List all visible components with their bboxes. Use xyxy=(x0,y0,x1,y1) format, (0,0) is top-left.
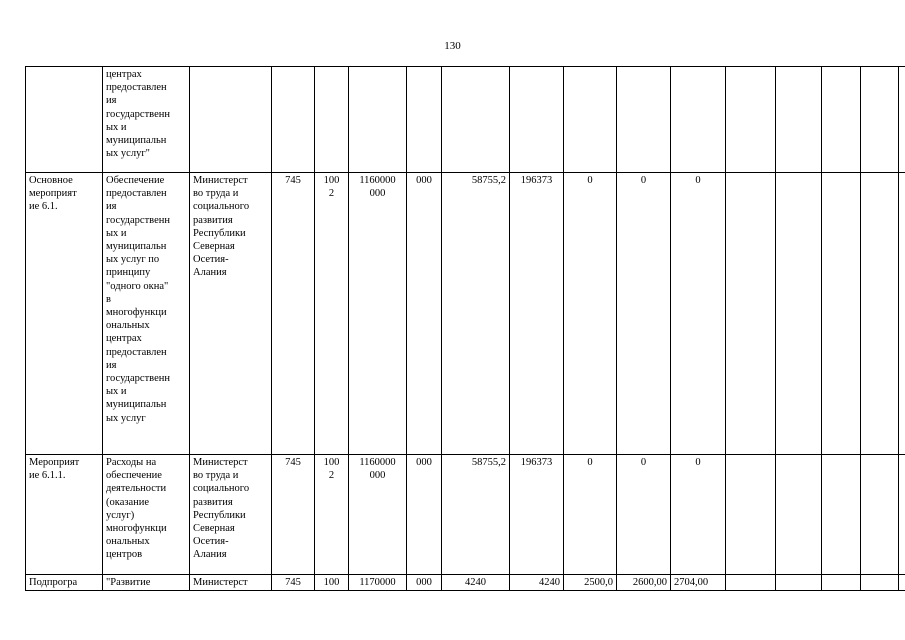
cell-rzpr xyxy=(315,67,349,173)
cell-code xyxy=(26,67,103,173)
cell-value xyxy=(822,173,861,455)
cell-value xyxy=(776,173,822,455)
cell-csr: 1160000 000 xyxy=(349,455,407,575)
cell-value xyxy=(776,575,822,591)
cell-executor: Министерст xyxy=(190,575,272,591)
cell-value xyxy=(861,67,899,173)
cell-value: 196373 xyxy=(510,173,564,455)
cell-value xyxy=(510,67,564,173)
cell-value: 0 xyxy=(617,455,671,575)
cell-value xyxy=(822,67,861,173)
cell-value xyxy=(776,455,822,575)
cell-value: 0 xyxy=(564,455,617,575)
cell-value: 0 xyxy=(671,455,726,575)
cell-value xyxy=(899,173,905,455)
cell-value xyxy=(776,67,822,173)
cell-value: 2704,00 xyxy=(671,575,726,591)
cell-value xyxy=(861,173,899,455)
cell-value: 2600,00 xyxy=(617,575,671,591)
cell-rzpr: 100 2 xyxy=(315,455,349,575)
cell-value xyxy=(822,455,861,575)
cell-code: Основное мероприят ие 6.1. xyxy=(26,173,103,455)
cell-value xyxy=(726,575,776,591)
cell-executor: Министерст во труда и социального развития Республики Северная Осетия- Алания xyxy=(190,455,272,575)
cell-vr: 000 xyxy=(407,575,442,591)
cell-name: Обеспечение предоставлен ия государственн ых и муниципальн ых услуг по принципу "одного окна" в многофункци ональных центрах предоставлен ия государственн ых и муниципальн ых услуг xyxy=(103,173,190,455)
cell-grbs: 745 xyxy=(272,455,315,575)
cell-value xyxy=(899,67,905,173)
cell-value xyxy=(861,575,899,591)
cell-value xyxy=(671,67,726,173)
cell-value xyxy=(726,67,776,173)
table-row xyxy=(26,173,905,455)
cell-value xyxy=(861,455,899,575)
cell-value xyxy=(617,67,671,173)
cell-rzpr: 100 xyxy=(315,575,349,591)
cell-grbs: 745 xyxy=(272,575,315,591)
cell-executor: Министерст во труда и социального развития Республики Северная Осетия- Алания xyxy=(190,173,272,455)
cell-value xyxy=(822,575,861,591)
cell-csr xyxy=(349,67,407,173)
cell-value: 4240 xyxy=(510,575,564,591)
cell-value: 0 xyxy=(617,173,671,455)
cell-name: центрах предоставлен ия государственн ых и муниципальн ых услуг" xyxy=(103,67,190,173)
cell-value xyxy=(442,67,510,173)
cell-value xyxy=(726,455,776,575)
cell-code: Подпрогра xyxy=(26,575,103,591)
page-number: 130 xyxy=(444,40,461,52)
table-body xyxy=(26,67,905,591)
cell-value xyxy=(899,575,905,591)
cell-csr: 1170000 xyxy=(349,575,407,591)
cell-rzpr: 100 2 xyxy=(315,173,349,455)
cell-value: 58755,2 xyxy=(442,455,510,575)
cell-value: 58755,2 xyxy=(442,173,510,455)
cell-name: "Развитие xyxy=(103,575,190,591)
cell-vr: 000 xyxy=(407,455,442,575)
cell-value: 0 xyxy=(564,173,617,455)
cell-vr xyxy=(407,67,442,173)
cell-value xyxy=(564,67,617,173)
table-row xyxy=(26,575,905,591)
cell-value: 196373 xyxy=(510,455,564,575)
cell-name: Расходы на обеспечение деятельности (оказание услуг) многофункци ональных центров xyxy=(103,455,190,575)
cell-vr: 000 xyxy=(407,173,442,455)
cell-grbs xyxy=(272,67,315,173)
table-row xyxy=(26,67,905,173)
cell-value xyxy=(899,455,905,575)
budget-table xyxy=(25,66,905,591)
cell-executor xyxy=(190,67,272,173)
cell-value: 4240 xyxy=(442,575,510,591)
table-row xyxy=(26,455,905,575)
cell-csr: 1160000 000 xyxy=(349,173,407,455)
cell-value xyxy=(726,173,776,455)
cell-value: 2500,0 xyxy=(564,575,617,591)
cell-value: 0 xyxy=(671,173,726,455)
cell-code: Мероприят ие 6.1.1. xyxy=(26,455,103,575)
cell-grbs: 745 xyxy=(272,173,315,455)
